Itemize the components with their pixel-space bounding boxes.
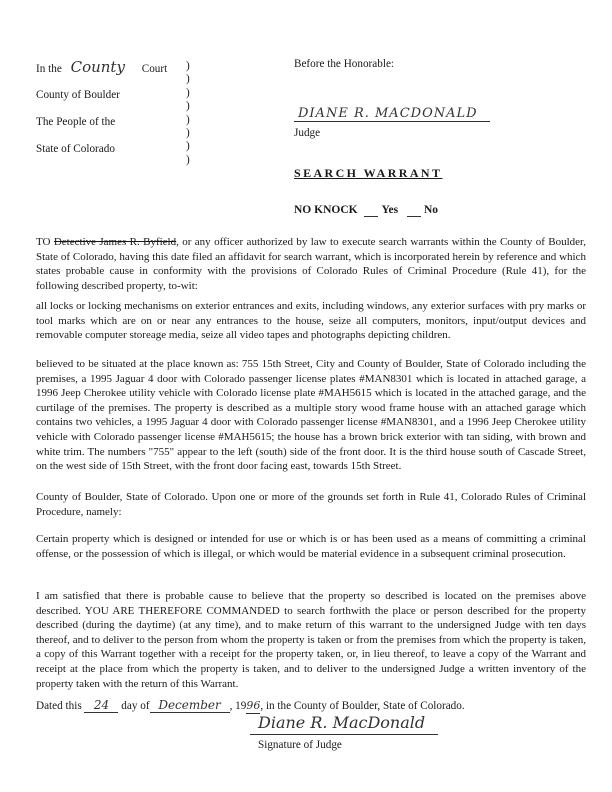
paragraph-to-officer: TO Detective James R. Byfield, or any officer authorized by law to execute search warrants within the County of Boulder, State of Colorado, having this date filed an affidavit for search warrant, which is incorporated herein by reference and which states probable cause in conformity with the provisions of Colorado Rules of Criminal Procedure (Rule 41), for the following described property, to-wit:: [36, 236, 587, 292]
no-knock-yes-blank: [364, 204, 378, 217]
people-label: The People of the: [36, 116, 116, 128]
no-knock-no-blank: [407, 204, 421, 217]
court-suffix: Court: [141, 63, 168, 75]
caption-parentheses: ) ) ) ) ) ) ) ): [186, 60, 190, 166]
no-knock-label: NO KNOCK: [294, 204, 358, 216]
judge-signature: Diane R. MacDonald: [258, 713, 426, 732]
paragraph-location: believed to be situated at the place known as: 755 15th Street, City and County of Boulder, State of Colorado including the premises, a 1995 Jaguar 4 door with Colorado passenger license plates #MAN8301 which is located in attached garage, a 1996 Jeep Cherokee utility vehicle with Colorado license plate #MAH5615 which is located in the attached garage, and the curtilage of the premises. The property is described as a multiple story wood frame house with an attached garage which contains two vehicles, a 1995 Jaguar 4 door with Colorado passenger license #MAN8301, and a 1996 Jeep Cherokee utility vehicle with Colorado passenger license #MAH5615; the house has a brown brick exterior with tan siding, with brown and white trim. The numbers "755" appear to the left (south) side of the front door. It is the third house south of Cascade Street, on the west side of 15th Street, with the front door facing east, towards 15th Street.: [36, 358, 586, 473]
paragraph-grounds: County of Boulder, State of Colorado. Upon one or more of the grounds set forth in Rule 41, Colorado Rules of Criminal Procedure, namely:: [36, 491, 586, 518]
no-knock-yes: Yes: [381, 204, 399, 216]
court-handwritten: County: [70, 58, 125, 76]
dated-line: Dated this 24 day of December , 1996, in the County of Boulder, State of Colorado.: [36, 698, 465, 712]
judge-label: Judge: [294, 127, 321, 139]
paragraph-command: I am satisfied that there is probable cause to believe that the property so described is located on the premises above described. YOU ARE THEREFORE COMMANDED to search forthwith the place or person described for the property described (during the daytime) (at any time), and to make return of this warrant to the undersigned Judge with ten days thereof, and to deliver to the person from whom the property is taken or from the premises from which the property is taken, a copy of this Warrant together with a receipt for the property taken, or, in lieu thereof, to leave a copy of the Warrant and receipt at the place from which the property is taken, and to deliver to the undersigned Judge a written inventory of the property taken with the return of this Warrant.: [36, 590, 586, 690]
state-label: State of Colorado: [36, 143, 115, 155]
county-label: County of Boulder: [36, 89, 120, 101]
document-title: SEARCH WARRANT: [294, 166, 443, 180]
judge-name-line: [294, 121, 490, 122]
paragraph-property: all locks or locking mechanisms on exterior entrances and exits, including windows, any exterior surfaces with pry marks or tool marks which are on or near any entrances to the house, seize all computers, monitors, input/output devices and removable computer storeage media, seize all video tapes and photographs depicting children.: [36, 300, 586, 342]
before-honorable-label: Before the Honorable:: [294, 58, 395, 70]
year-handwritten: 96: [246, 699, 261, 712]
judge-name-handwritten: DIANE R. MACDONALD: [298, 106, 478, 121]
day-handwritten: 24: [84, 698, 118, 713]
month-handwritten: December: [150, 698, 230, 713]
court-line: [36, 60, 167, 76]
officer-name: Detective James R. Byfield: [53, 236, 177, 248]
paragraph-criminal-property: Certain property which is designed or intended for use or which is or has been used as a means of committing a criminal offense, or the possession of which is illegal, or which would be material evidence in a subsequent criminal prosecution.: [36, 533, 586, 560]
no-knock-no: No: [423, 204, 439, 216]
signature-label: Signature of Judge: [258, 739, 342, 751]
no-knock-line: [294, 204, 438, 217]
court-prefix: In the: [36, 63, 62, 75]
signature-line: [250, 734, 438, 735]
